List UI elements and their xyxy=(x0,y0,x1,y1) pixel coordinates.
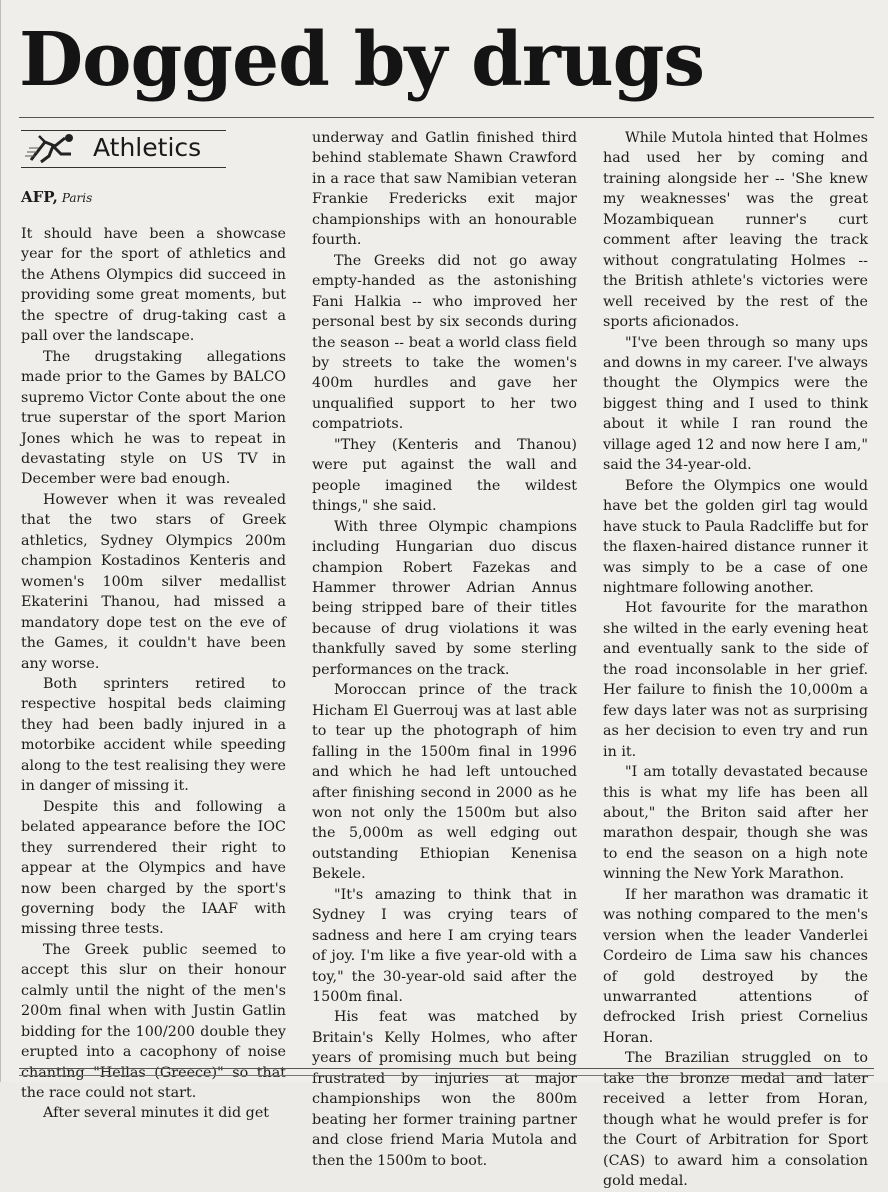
paragraph: "I've been through so many ups and downs in my career. I've always thought the Olympics were the biggest thing and I used to think about it while I ran round the village aged 12 and now here I am," said the 34-year-old. xyxy=(603,334,868,474)
paragraph: "They (Kenteris and Thanou) were put against the wall and people imagined the wildest things," she said. xyxy=(312,436,577,515)
footer-rule-secondary xyxy=(19,1075,874,1076)
headline: Dogged by drugs xyxy=(19,17,705,103)
paragraph: His feat was matched by Britain's Kelly Holmes, who after years of promising much but being frustrated by injuries at major championships won the 800m beating her former training partner and close friend Maria Mutola and then the 1500m to boot. xyxy=(312,1009,577,1169)
paragraph: "I am totally devastated because this is what my life has been all about," the Briton said after her marathon despair, though she was to end the season on a high note winning the New York Marathon. xyxy=(603,764,868,883)
article-column-2 xyxy=(312,128,577,1169)
paragraph: The Brazilian struggled on to take the bronze medal and later received a letter from Horan, though what he would prefer is for the Court of Arbitration for Sport (CAS) to award him a consolation gold medal. xyxy=(603,1050,868,1190)
paragraph: Moroccan prince of the track Hicham El Guerrouj was at last able to tear up the photograph of him falling in the 1500m final in 1996 and which he had left untouched after finishing second in 2000 as he won not only the 1500m but also the 5,000m as well edging out outstanding Ethiopian Kenenisa Bekele. xyxy=(312,682,577,883)
byline xyxy=(21,188,92,206)
byline-place: Paris xyxy=(61,191,93,205)
footer-rule xyxy=(19,1068,874,1069)
paragraph: The Greeks did not go away empty-handed as the astonishing Fani Halkia -- who improved her personal best by six seconds during the season -- beat a world class field by streets to take the women's 400m hurdles and gave her unqualified support to her two compatriots. xyxy=(312,252,577,433)
byline-agency: AFP, xyxy=(21,188,58,206)
headline-rule xyxy=(19,117,874,118)
section-header xyxy=(21,130,286,172)
paragraph: If her marathon was dramatic it was nothing compared to the men's version when the leader Vanderlei Cordeiro de Lima saw his chances of gold destroyed by the unwarranted attentions of defrocked Irish priest Cornelius Horan. xyxy=(603,886,868,1046)
paragraph: The drugstaking allegations made prior to the Games by BALCO supremo Victor Conte about the one true superstar of the sport Marion Jones which he was to repeat in devastating style on US TV in December were bad enough. xyxy=(21,348,286,488)
paragraph: underway and Gatlin finished third behind stablemate Shawn Crawford in a race that saw Namibian veteran Frankie Fredericks exit major championships with an honourable fourth. xyxy=(312,130,577,249)
paragraph: With three Olympic champions including Hungarian duo discus champion Robert Fazekas and Hammer thrower Adrian Annus being stripped bare of their titles because of drug violations it was thankfully saved by some sterling performances on the track. xyxy=(312,518,577,678)
paragraph: Despite this and following a belated appearance before the IOC they surrendered their right to appear at the Olympics and have now been charged by the sport's governing body the IAAF with missing three tests. xyxy=(21,798,286,938)
paragraph: Both sprinters retired to respective hospital beds claiming they had been badly injured in a motorbike accident while speeding along to the test realising they were in danger of missing it. xyxy=(21,675,286,795)
paragraph: The Greek public seemed to accept this slur on their honour calmly until the night of the men's 200m final when with Justin Gatlin bidding for the 100/200 double they erupted into a cacophony of noise chanting "Hellas (Greece)" so that the race could not start. xyxy=(21,941,286,1102)
article-column-1 xyxy=(21,224,286,1122)
section-label: Athletics xyxy=(93,133,202,162)
article-column-3 xyxy=(603,128,868,1190)
paragraph: Before the Olympics one would have bet the golden girl tag would have stuck to Paula Radcliffe but for the flaxen-haired distance runner it was simply to be a case of one nightmare following another. xyxy=(603,477,868,596)
runner-icon xyxy=(25,132,87,164)
paragraph: While Mutola hinted that Holmes had used her by coming and training alongside her -- 'She knew my weaknesses' was the great Mozambiquean runner's curt comment after leaving the track without congratulating Holmes -- the British athlete's victories were well received by the rest of the sports aficionados. xyxy=(603,130,868,331)
paragraph: "It's amazing to think that in Sydney I was crying tears of sadness and here I am crying tears of joy. I'm like a five year-old with a toy," the 30-year-old said after the 1500m final. xyxy=(312,886,577,1006)
paragraph: However when it was revealed that the two stars of Greek athletics, Sydney Olympics 200m champion Kostadinos Kenteris and women's 100m silver medallist Ekaterini Thanou, had missed a mandatory dope test on the eve of the Games, it couldn't have been any worse. xyxy=(21,491,286,672)
paragraph: Hot favourite for the marathon she wilted in the early evening heat and eventually sank to the side of the road inconsolable in her grief. Her failure to finish the 10,000m a few days later was not as surprising as her decision to even try and run in it. xyxy=(603,600,868,760)
paragraph: After several minutes it did get xyxy=(43,1105,270,1122)
paragraph: It should have been a showcase year for the sport of athletics and the Athens Olympics did succeed in providing some great moments, but the spectre of drug-taking cast a pall over the landscape. xyxy=(21,226,286,345)
